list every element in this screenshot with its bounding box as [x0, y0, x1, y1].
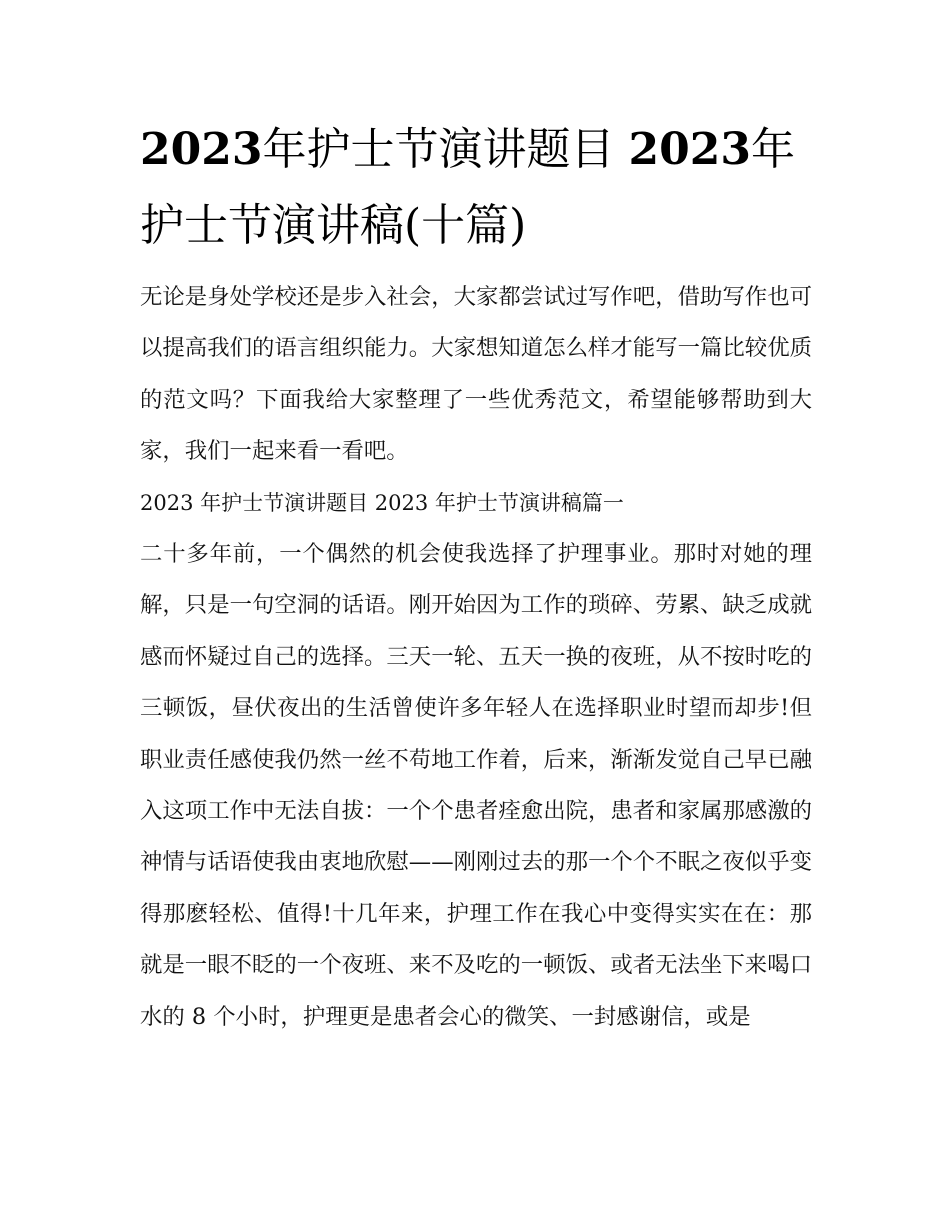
article-paragraph: 二十多年前，一个偶然的机会使我选择了护理事业。那时对她的理解，只是一句空洞的话语。刚开始因为工作的琐碎、劳累、缺乏成就感而怀疑过自己的选择。三天一轮、五天一换的夜班，从不按时吃的三顿饭，昼伏夜出的生活曾使许多年轻人在选择职业时望而却步!但职业责任感使我仍然一丝不苟地工作着，后来，渐渐发觉自己早已融入这项工作中无法自拔：一个个患者痊愈出院，患者和家属那感激的神情与话语使我由衷地欣慰——刚刚过去的那一个个不眠之夜似乎变得那麽轻松、值得!十几年来，护理工作在我心中变得实实在在：那就是一眼不眨的一个夜班、来不及吃的一顿饭、或者无法坐下来喝口水的 8 个小时，护理更是患者会心的微笑、一封感谢信，或是: [140, 541, 812, 1030]
title-text-2: 年护士节演讲稿(十篇): [140, 124, 795, 251]
title-text-1: 年护士节演讲题目: [262, 124, 615, 175]
intro-paragraph: 无论是身处学校还是步入社会，大家都尝试过写作吧，借助写作也可以提高我们的语言组织能力。大家想知道怎么样才能写一篇比较优质的范文吗？下面我给大家整理了一些优秀范文，希望能够帮助到大家，我们一起来看一看吧。: [140, 284, 812, 465]
section-heading: 2023 年护士节演讲题目 2023 年护士节演讲稿篇一: [140, 491, 624, 515]
title-year-1: 2023: [140, 124, 263, 175]
document-title: [140, 112, 820, 264]
title-year-2: 2023: [628, 124, 751, 175]
